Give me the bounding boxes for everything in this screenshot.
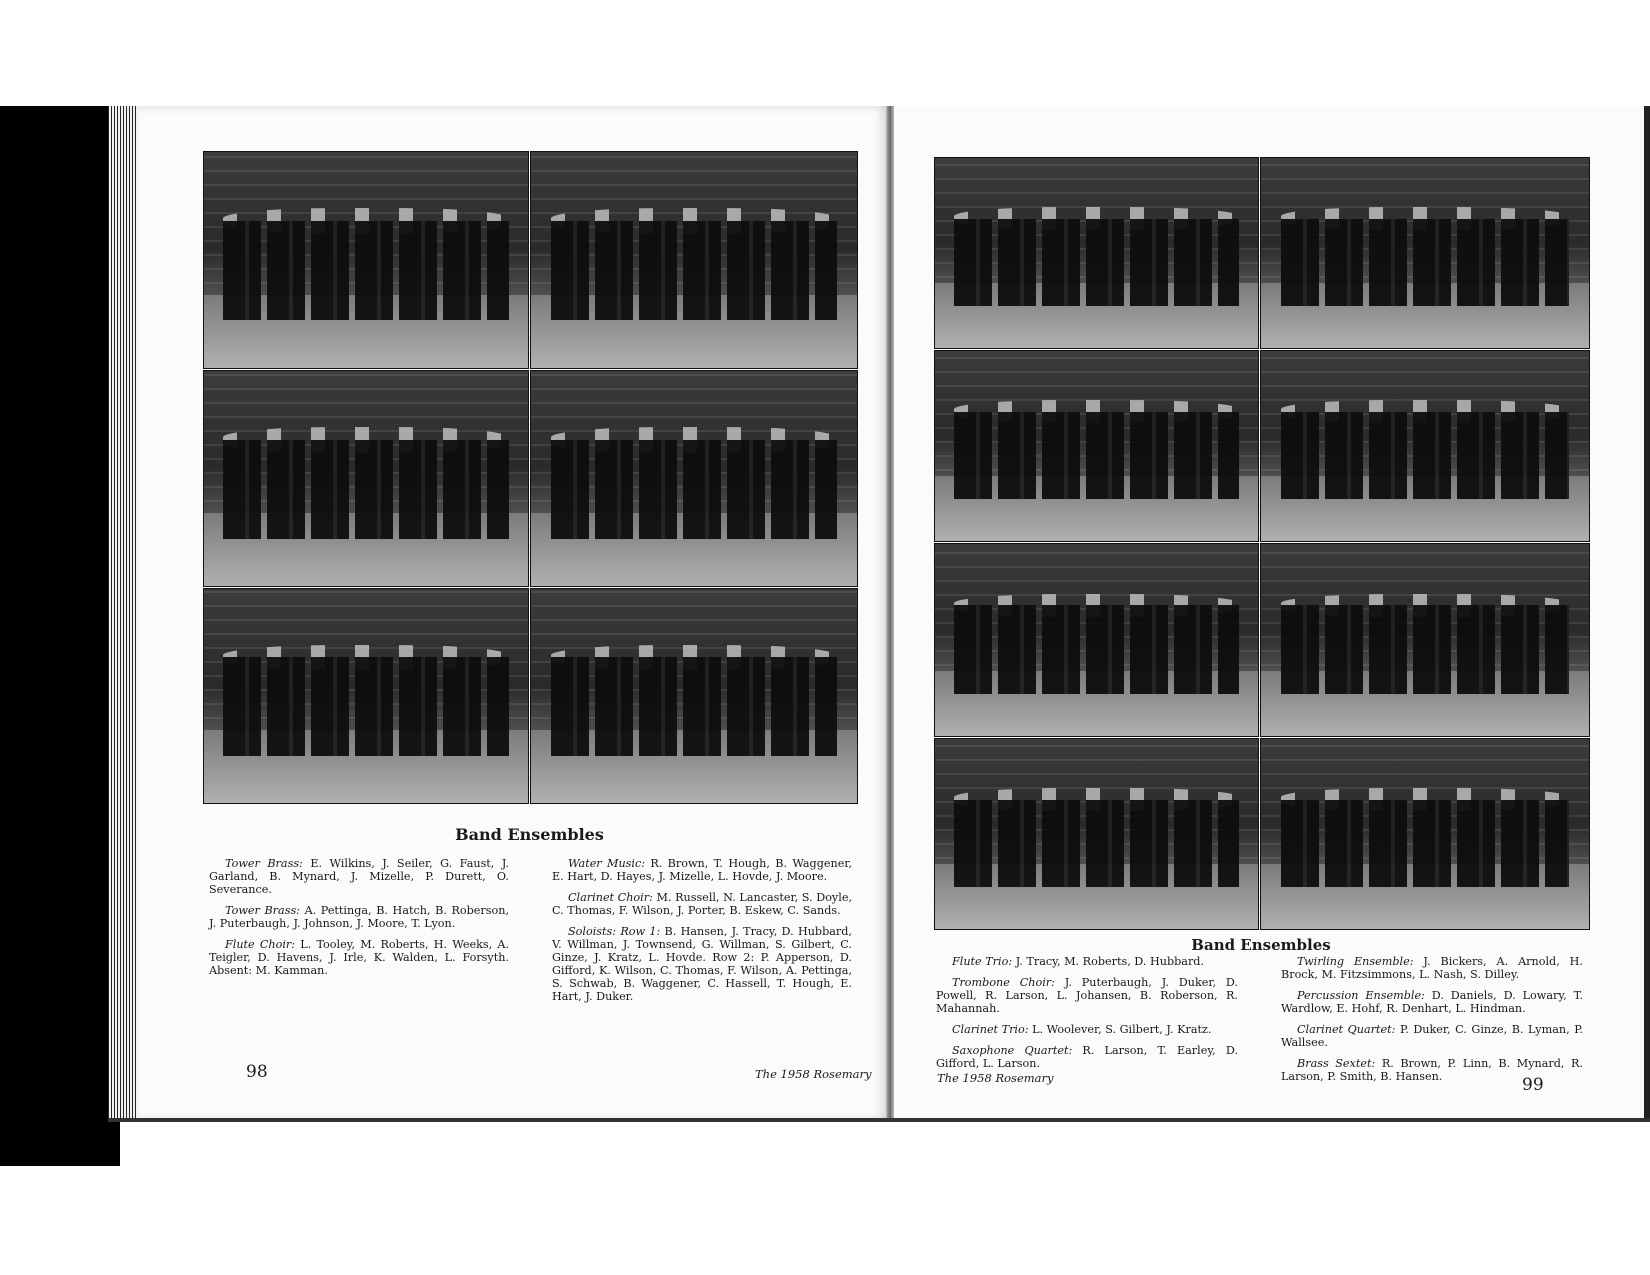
caption-entry: Brass Sextet: R. Brown, P. Linn, B. Mynard, R. Larson, P. Smith, B. Hansen. <box>1281 1057 1583 1083</box>
caption-entry: Clarinet Quartet: P. Duker, C. Ginze, B. Lyman, P. Wallsee. <box>1281 1023 1584 1049</box>
photo-twirling-ensemble <box>1260 157 1590 349</box>
left-page-title: Band Ensembles <box>455 825 604 844</box>
photo-tower-brass-1 <box>203 151 529 369</box>
caption-entry: Flute Choir: L. Tooley, M. Roberts, H. Weeks, A. Teigler, D. Havens, J. Irle, K. Walden, L. Forsyth. Absent: M. Kamman. <box>209 938 510 977</box>
caption-entry: Flute Trio: J. Tracy, M. Roberts, D. Hubbard. <box>952 955 1205 968</box>
page-number-left: 98 <box>246 1062 268 1082</box>
photo-percussion-ensemble <box>1260 350 1590 542</box>
photo-flute-choir <box>203 370 529 587</box>
caption-entry: Soloists: Row 1: B. Hansen, J. Tracy, D. Hubbard, V. Willman, J. Townsend, G. Willman, S. Gilbert, C. Ginze, J. Kratz, L. Hovde. Row 2: P. Apperson, D. Gifford, K. Wilson, C. Thomas, F. Wilson, A. Pettinga, S. Schwab, B. Waggener, C. Hassell, T. Hough, E. Hart, J. Duker. <box>552 925 852 1003</box>
caption-entry: Tower Brass: A. Pettinga, B. Hatch, B. Roberson, J. Puterbaugh, J. Johnson, J. Moore, T. Lyon. <box>209 904 509 930</box>
photo-clarinet-trio <box>934 543 1259 737</box>
caption-entry: Tower Brass: E. Wilkins, J. Seiler, G. Faust, J. Garland, B. Mynard, J. Mizelle, P. Durett, O. Severance. <box>209 857 509 896</box>
caption-entry: Trombone Choir: J. Puterbaugh, J. Duker, D. Powell, R. Larson, L. Johansen, B. Roberson, R. Mahannah. <box>936 976 1238 1015</box>
running-footer-left: The 1958 Rosemary <box>755 1067 872 1081</box>
caption-entry: Saxophone Quartet: R. Larson, T. Earley, D. Gifford, L. Larson. <box>936 1044 1238 1070</box>
photo-clarinet-quartet <box>1260 543 1590 737</box>
right-page-title: Band Ensembles <box>1191 936 1331 954</box>
caption-entry: Clarinet Choir: M. Russell, N. Lancaster, S. Doyle, C. Thomas, F. Wilson, J. Porter, B. Eskew, C. Sands. <box>552 891 853 917</box>
book-bottom-edge <box>108 1118 1650 1122</box>
page-number-right: 99 <box>1522 1075 1544 1095</box>
photo-tower-brass-2 <box>530 151 858 369</box>
photo-brass-sextet <box>1260 738 1590 930</box>
scan-background <box>0 106 120 1166</box>
left-caption-col1 <box>209 857 509 985</box>
caption-entry: Twirling Ensemble: J. Bickers, A. Arnold, H. Brock, M. Fitzsimmons, L. Nash, S. Dilley. <box>1281 955 1583 981</box>
photo-soloists <box>530 588 858 804</box>
photo-clarinet-choir <box>203 588 529 804</box>
right-caption-col1 <box>936 955 1238 1078</box>
caption-entry: Clarinet Trio: L. Woolever, S. Gilbert, J. Kratz. <box>952 1023 1212 1036</box>
caption-entry: Water Music: R. Brown, T. Hough, B. Waggener, E. Hart, D. Hayes, J. Mizelle, L. Hovde, J. Moore. <box>552 857 853 883</box>
photo-water-music <box>530 370 858 587</box>
page-edge-right <box>1644 106 1650 1121</box>
left-caption-col2 <box>552 857 852 1011</box>
photo-flute-trio <box>934 157 1259 349</box>
photo-saxophone-quartet <box>934 738 1259 930</box>
running-footer-right: The 1958 Rosemary <box>937 1071 1054 1085</box>
book-gutter <box>886 106 894 1121</box>
right-caption-col2 <box>1281 955 1583 1091</box>
caption-entry: Percussion Ensemble: D. Daniels, D. Lowary, T. Wardlow, E. Hohf, R. Denhart, L. Hindman. <box>1281 989 1584 1015</box>
page-stack-edges <box>108 106 140 1121</box>
photo-trombone-choir <box>934 350 1259 542</box>
